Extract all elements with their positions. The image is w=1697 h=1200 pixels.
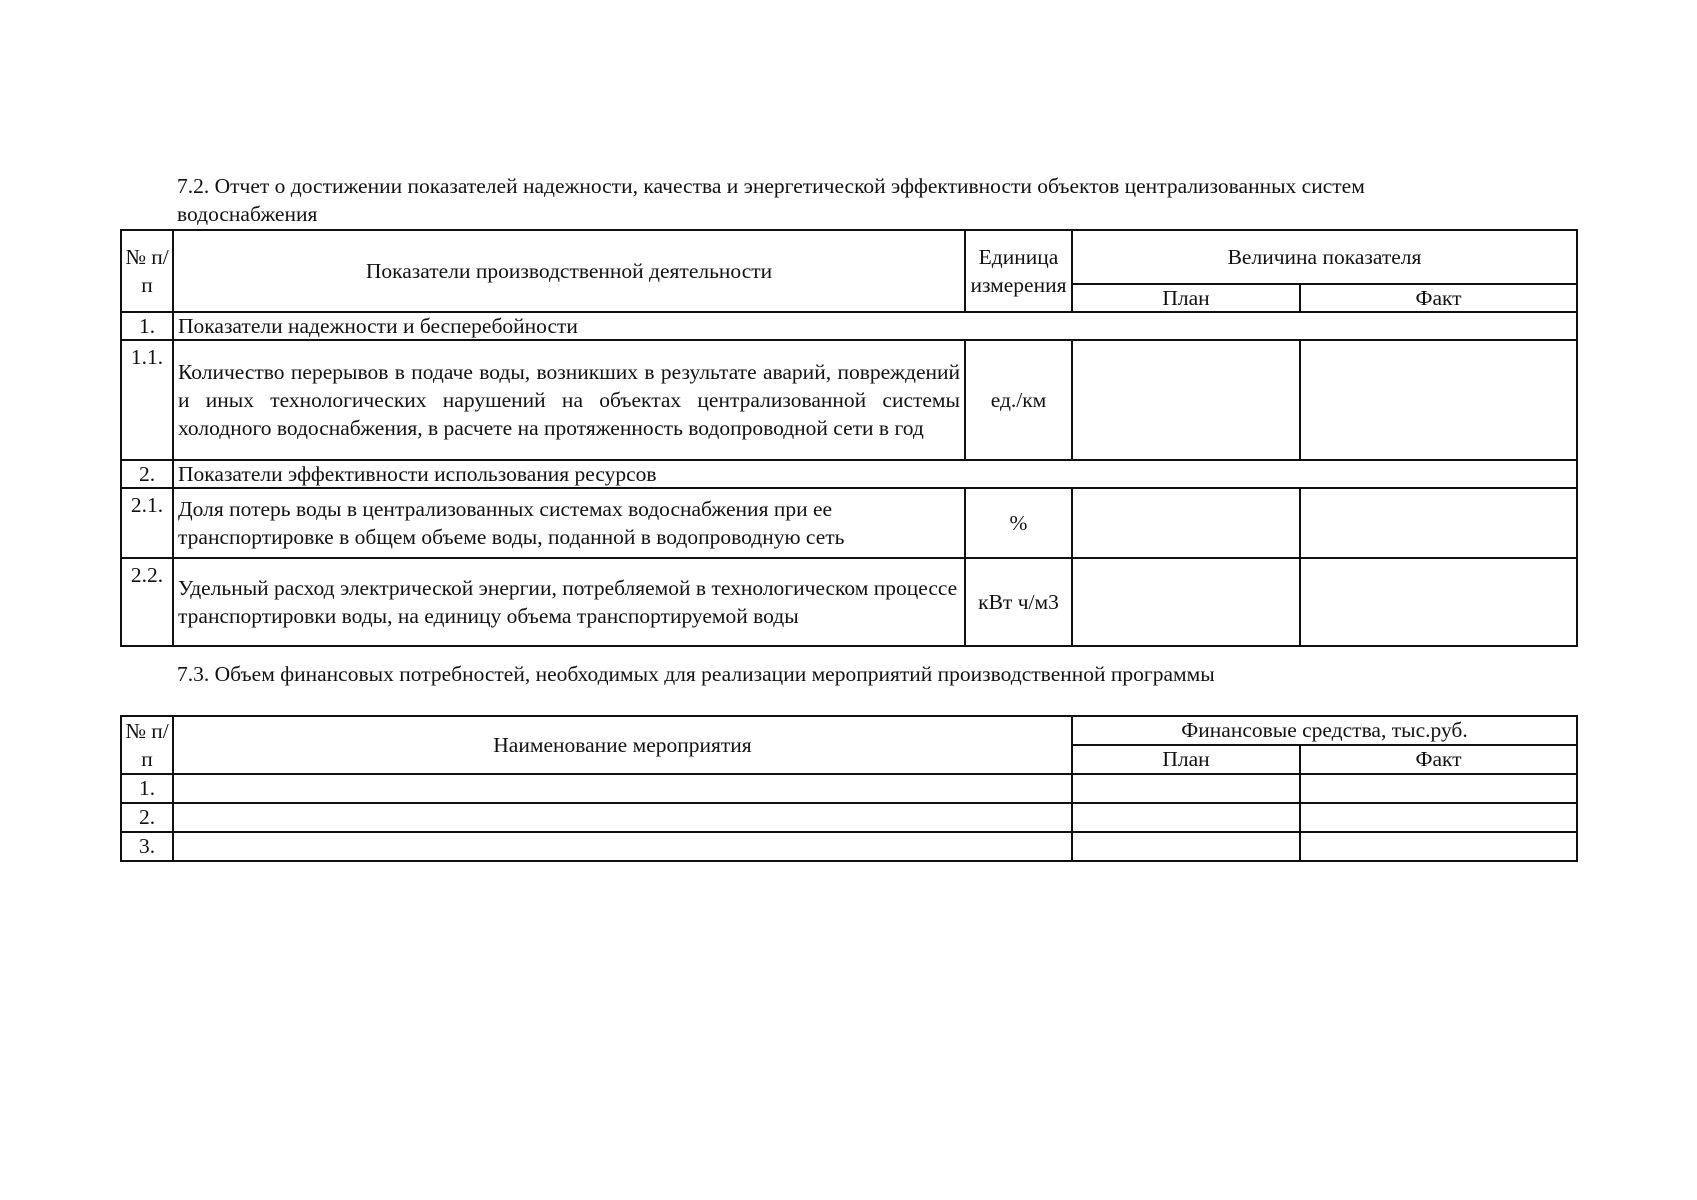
row-fact bbox=[1300, 774, 1577, 803]
section-num: 2. bbox=[121, 460, 173, 488]
row-fact bbox=[1300, 832, 1577, 861]
row-num: 2. bbox=[121, 803, 173, 832]
table-row bbox=[121, 558, 1577, 646]
table-row bbox=[121, 774, 1577, 803]
header-name: Наименование мероприятия bbox=[173, 716, 1072, 774]
row-indicator: Количество перерывов в подаче воды, возникших в результате аварий, повреждений и иных технологических нарушений на объектах централизованной системы холодного водоснабжения, в расчете на протяженность водопроводной сети в год bbox=[173, 340, 965, 460]
row-num: 1. bbox=[121, 774, 173, 803]
row-num: 2.2. bbox=[121, 558, 173, 646]
row-name bbox=[173, 803, 1072, 832]
row-name bbox=[173, 832, 1072, 861]
section-7-3-heading: 7.3. Объем финансовых потребностей, необходимых для реализации мероприятий производственной программы bbox=[177, 662, 1215, 686]
row-fact bbox=[1300, 803, 1577, 832]
row-num: 2.1. bbox=[121, 488, 173, 558]
row-unit: ед./км bbox=[965, 340, 1072, 460]
row-unit: % bbox=[965, 488, 1072, 558]
header-finance: Финансовые средства, тыс.руб. bbox=[1072, 716, 1577, 745]
table-row bbox=[121, 832, 1577, 861]
table-row bbox=[121, 803, 1577, 832]
header-value: Величина показателя bbox=[1072, 230, 1577, 284]
header-num: № п/п bbox=[121, 230, 173, 312]
row-indicator: Доля потерь воды в централизованных системах водоснабжения при ее транспортировке в общем объеме воды, поданной в водопроводную сеть bbox=[173, 488, 965, 558]
header-fact: Факт bbox=[1300, 745, 1577, 774]
header-plan: План bbox=[1072, 284, 1300, 312]
header-indicator: Показатели производственной деятельности bbox=[173, 230, 965, 312]
header-unit: Единица измерения bbox=[965, 230, 1072, 312]
row-plan bbox=[1072, 832, 1300, 861]
section-title: Показатели эффективности использования ресурсов bbox=[173, 460, 1577, 488]
table-row bbox=[121, 340, 1577, 460]
row-indicator: Удельный расход электрической энергии, потребляемой в технологическом процессе транспортировки воды, на единицу объема транспортируемой воды bbox=[173, 558, 965, 646]
header-fact: Факт bbox=[1300, 284, 1577, 312]
row-name bbox=[173, 774, 1072, 803]
row-num: 1.1. bbox=[121, 340, 173, 460]
row-unit: кВт ч/м3 bbox=[965, 558, 1072, 646]
row-fact bbox=[1300, 558, 1577, 646]
row-plan bbox=[1072, 488, 1300, 558]
row-fact bbox=[1300, 340, 1577, 460]
header-num: № п/п bbox=[121, 716, 173, 774]
section-title: Показатели надежности и бесперебойности bbox=[173, 312, 1577, 340]
row-plan bbox=[1072, 340, 1300, 460]
section-row bbox=[121, 312, 1577, 340]
section-num: 1. bbox=[121, 312, 173, 340]
header-plan: План bbox=[1072, 745, 1300, 774]
row-plan bbox=[1072, 774, 1300, 803]
section-row bbox=[121, 460, 1577, 488]
section-7-2-heading: 7.2. Отчет о достижении показателей надежности, качества и энергетической эффективности объектов централизованных систем водоснабжения bbox=[177, 174, 1365, 226]
row-fact bbox=[1300, 488, 1577, 558]
indicators-table bbox=[120, 229, 1578, 647]
finance-table bbox=[120, 715, 1578, 862]
row-plan bbox=[1072, 558, 1300, 646]
row-plan bbox=[1072, 803, 1300, 832]
table-row bbox=[121, 488, 1577, 558]
row-num: 3. bbox=[121, 832, 173, 861]
